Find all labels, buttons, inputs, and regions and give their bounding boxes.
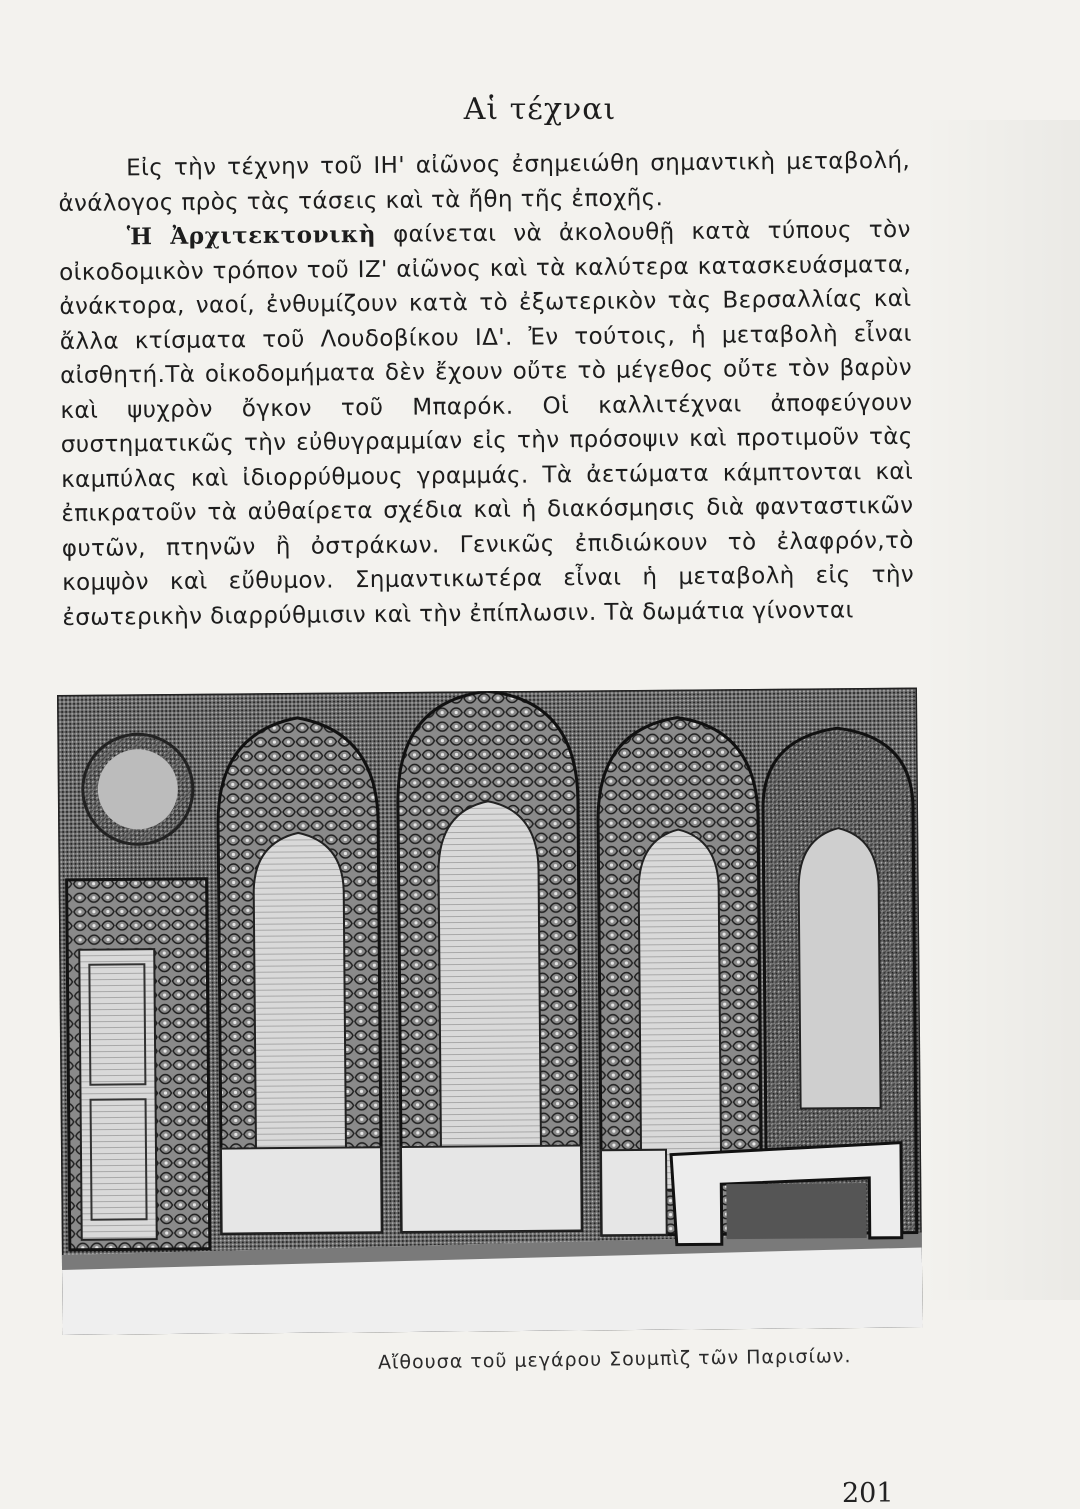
salon-engraving (57, 687, 923, 1334)
figure-caption: Αἴθουσα τοῦ μεγάρου Σουμπὶζ τῶν Παρισίων. (377, 1345, 852, 1374)
paragraph-1-text: Εἰς τὴν τέχνην τοῦ ΙΗ' αἰῶνος ἐσημειώθη σημαντικὴ μεταβολή, ἀνάλογος πρὸς τὰς τάσεις καὶ τὰ ἤθη τῆς ἐποχῆς. (58, 147, 911, 217)
page-number: 201 (842, 1478, 894, 1509)
paragraph-2-lead: Ἡ Ἀρχιτεκτονικὴ (126, 220, 377, 251)
body-text (58, 144, 915, 635)
paragraph-2-text: φαίνεται νὰ ἀκολουθῇ κατὰ τύπους τὸν οἰκοδομικὸν τρόπον τοῦ ΙΖ' αἰῶνος καὶ τὰ καλύτερα κατασκευάσματα, ἀνάκτορα, ναοί, ἐνθυμίζουν κατὰ τὸ ἐξωτερικὸν τὰς Βερσαλλίας καὶ ἄλλα κτίσματα τοῦ Λουδοβίκου ΙΔ'. Ἐν τούτοις, ἡ μεταβολὴ εἶναι αἰσθητή.Τὰ οἰκοδομήματα δὲν ἔχουν οὔτε τὸ μέγεθος οὔτε τὸν βαρὺν καὶ ψυχρὸν ὄγκον τοῦ Μπαρόκ. Οἱ καλλιτέχναι ἀποφεύγουν συστηματικῶς τὴν εὐθυγραμμίαν εἰς τὴν πρόσοψιν καὶ προτιμοῦν τὰς καμπύλας καὶ ἰδιορρύθμους γραμμάς. Τὰ ἀετώματα κάμπτονται καὶ ἐπικρατοῦν τὰ αὐθαίρετα σχέδια καὶ ἡ διακόσμησις διὰ φανταστικῶν φυτῶν, πτηνῶν ἢ ὀστράκων. Γενικῶς ἐπιδιώκουν τὸ ἐλαφρόν,τὸ κομψὸν καὶ εὔθυμον. Σημαντικωτέρα εἶναι ἡ μεταβολὴ εἰς τὴν ἐσωτερικὴν διαρρύθμισιν καὶ τὴν ἐπίπλωσιν. Τὰ δωμάτια γίνονται (59, 216, 915, 631)
paragraph-1 (58, 144, 911, 221)
paragraph-2 (59, 213, 915, 635)
section-title: Αἱ τέχναι (463, 92, 617, 127)
engraving-illustration (57, 687, 923, 1334)
page-edge-shadow (920, 120, 1080, 1300)
